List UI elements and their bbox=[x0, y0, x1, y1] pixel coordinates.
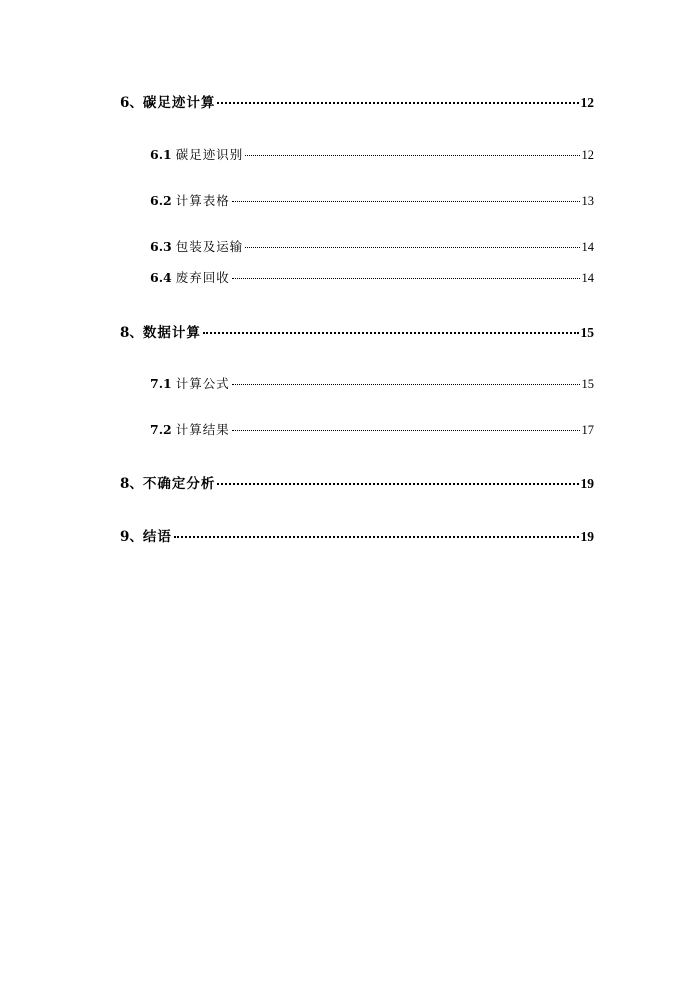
toc-dot-leader bbox=[217, 102, 578, 104]
toc-entry-page: 19 bbox=[580, 529, 594, 544]
toc-dot-leader bbox=[232, 430, 580, 431]
toc-dot-leader bbox=[203, 332, 579, 334]
toc-dot-leader bbox=[232, 384, 580, 385]
toc-entry-page: 12 bbox=[580, 95, 594, 110]
toc-entry-waste-recycling[interactable] bbox=[150, 268, 594, 286]
toc-entry-page: 14 bbox=[581, 271, 594, 285]
toc-entry-page: 15 bbox=[580, 325, 594, 340]
toc-dot-leader bbox=[232, 278, 580, 279]
toc-entry-title: 计算表格 bbox=[175, 193, 230, 208]
toc-entry-data-calculation[interactable] bbox=[120, 321, 594, 341]
toc-entry-page: 12 bbox=[581, 148, 594, 162]
toc-entry-packaging-transport[interactable] bbox=[150, 237, 594, 255]
toc-entry-number: 6.1 bbox=[150, 147, 172, 162]
toc-entry-title: 不确定分析 bbox=[142, 476, 216, 492]
toc-entry-page: 13 bbox=[581, 194, 594, 208]
toc-entry-number: 7.1 bbox=[150, 376, 172, 391]
toc-dot-leader bbox=[245, 247, 579, 248]
toc-entry-page: 14 bbox=[581, 240, 594, 254]
toc-entry-page: 15 bbox=[581, 377, 594, 391]
toc-entry-carbon-footprint-identification[interactable] bbox=[150, 145, 594, 163]
toc-entry-uncertainty-analysis[interactable] bbox=[120, 472, 594, 492]
toc-entry-title: 结语 bbox=[142, 529, 172, 545]
toc-entry-calculation-table[interactable] bbox=[150, 191, 594, 209]
toc-entry-title: 碳足迹计算 bbox=[142, 95, 216, 111]
toc-entry-number: 8、 bbox=[120, 325, 143, 341]
toc-entry-conclusion[interactable] bbox=[120, 525, 594, 545]
toc-entry-number: 6.3 bbox=[150, 239, 172, 254]
toc-entry-calculation-results[interactable] bbox=[150, 420, 594, 438]
toc-entry-page: 17 bbox=[581, 423, 594, 437]
toc-entry-title: 废弃回收 bbox=[175, 270, 230, 285]
toc-entry-number: 7.2 bbox=[150, 422, 172, 437]
toc-entry-title: 碳足迹识别 bbox=[175, 147, 244, 162]
toc-entry-title: 包装及运输 bbox=[175, 239, 244, 254]
toc-entry-number: 9、 bbox=[120, 529, 143, 545]
toc-entry-title: 数据计算 bbox=[142, 325, 201, 341]
toc-dot-leader bbox=[245, 155, 579, 156]
toc-entry-number: 6.2 bbox=[150, 193, 172, 208]
toc-entry-title: 计算结果 bbox=[175, 422, 230, 437]
toc-entry-title: 计算公式 bbox=[175, 376, 230, 391]
toc-entry-calculation-formula[interactable] bbox=[150, 374, 594, 392]
toc-entry-carbon-footprint-calculation[interactable] bbox=[120, 91, 594, 111]
toc-dot-leader bbox=[217, 483, 578, 485]
toc-entry-number: 6.4 bbox=[150, 270, 172, 285]
toc-entry-number: 6、 bbox=[120, 95, 143, 111]
toc-entry-page: 19 bbox=[580, 476, 594, 491]
toc-dot-leader bbox=[232, 201, 580, 202]
toc-entry-number: 8、 bbox=[120, 476, 143, 492]
toc-dot-leader bbox=[174, 536, 579, 538]
